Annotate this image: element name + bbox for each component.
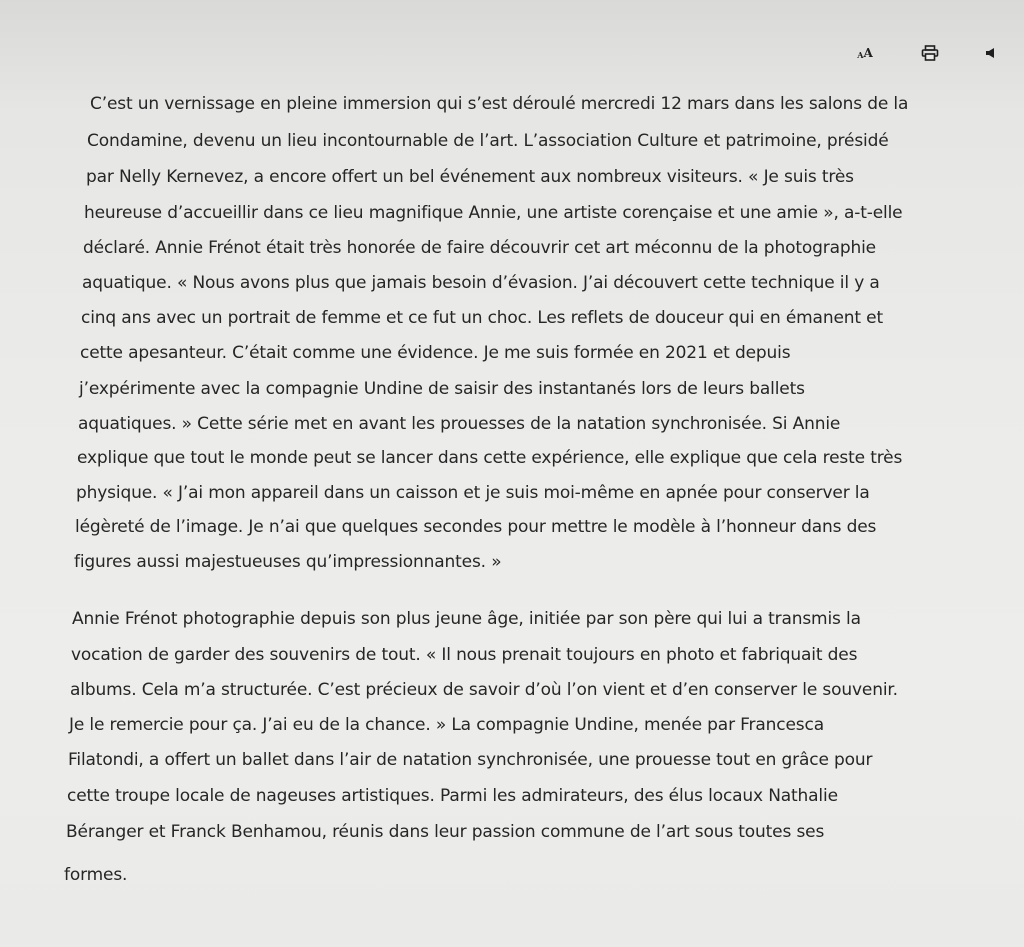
text-line: Je le remercie pour ça. J’ai eu de la chance. » La compagnie Undine, menée par Francesca <box>69 715 824 735</box>
text-line: explique que tout le monde peut se lancer dans cette expérience, elle explique que cela reste très <box>77 448 903 468</box>
text-line: Filatondi, a offert un ballet dans l’air de natation synchronisée, une prouesse tout en grâce pour <box>68 750 873 770</box>
text-line: cinq ans avec un portrait de femme et ce fut un choc. Les reflets de douceur qui en émanent et <box>81 308 883 328</box>
font-size-large-glyph: A <box>863 46 873 60</box>
text-line: aquatique. « Nous avons plus que jamais besoin d’évasion. J’ai découvert cette technique il y a <box>82 273 880 293</box>
article-toolbar <box>840 40 1024 70</box>
text-line: formes. <box>64 865 128 885</box>
text-line: cette apesanteur. C’était comme une évidence. Je me suis formée en 2021 et depuis <box>80 343 791 363</box>
text-line: Béranger et Franck Benhamou, réunis dans leur passion commune de l’art sous toutes ses <box>66 822 825 842</box>
speaker-icon <box>985 47 997 59</box>
text-line: par Nelly Kernevez, a encore offert un bel événement aux nombreux visiteurs. « Je suis très <box>86 167 854 187</box>
print-button[interactable] <box>918 40 942 66</box>
listen-button[interactable] <box>982 40 1000 66</box>
text-line: albums. Cela m’a structurée. C’est précieux de savoir d’où l’on vient et d’en conserver le souvenir. <box>70 680 898 700</box>
text-line: Condamine, devenu un lieu incontournable de l’art. L’association Culture et patrimoine, présidé <box>87 131 889 151</box>
text-line: figures aussi majestueuses qu’impressionnantes. » <box>74 552 502 572</box>
text-line: j’expérimente avec la compagnie Undine de saisir des instantanés lors de leurs ballets <box>79 379 805 399</box>
text-line: heureuse d’accueillir dans ce lieu magnifique Annie, une artiste corençaise et une amie », a-t-elle <box>84 203 903 223</box>
text-line: cette troupe locale de nageuses artistiques. Parmi les admirateurs, des élus locaux Nathalie <box>67 786 838 806</box>
text-line: physique. « J’ai mon appareil dans un caisson et je suis moi-même en apnée pour conserver la <box>76 483 870 503</box>
text-line: aquatiques. » Cette série met en avant les prouesses de la natation synchronisée. Si Annie <box>78 414 841 434</box>
font-size-button[interactable] <box>852 40 878 66</box>
text-line: légèreté de l’image. Je n’ai que quelques secondes pour mettre le modèle à l’honneur dans des <box>75 517 877 537</box>
text-line: C’est un vernissage en pleine immersion qui s’est déroulé mercredi 12 mars dans les salons de la <box>90 94 909 114</box>
text-line: vocation de garder des souvenirs de tout. « Il nous prenait toujours en photo et fabriquait des <box>71 645 858 665</box>
font-size-small-glyph: A <box>857 50 864 60</box>
print-icon <box>921 45 939 61</box>
text-line: Annie Frénot photographie depuis son plus jeune âge, initiée par son père qui lui a transmis la <box>72 609 861 629</box>
text-line: déclaré. Annie Frénot était très honorée de faire découvrir cet art méconnu de la photographie <box>83 238 876 258</box>
